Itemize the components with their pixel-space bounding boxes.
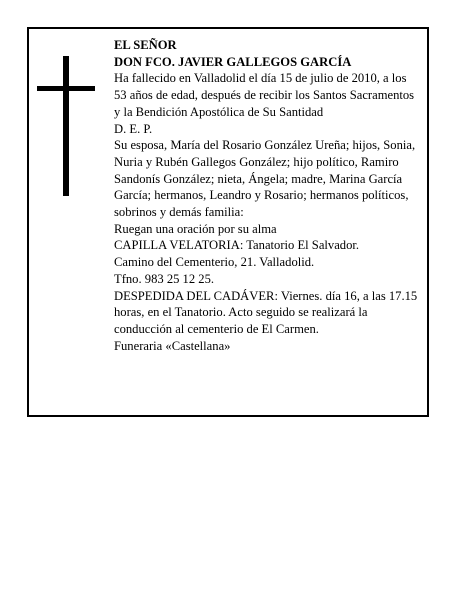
- cross-vertical-bar: [63, 56, 69, 196]
- obituary-text: [114, 37, 419, 354]
- address-line: Camino del Cementerio, 21. Valladolid.: [114, 255, 315, 270]
- death-statement: Ha fallecido en Valladolid el día 15 de julio de 2010, a los 53 años de edad, después de recibir los Santos Sacramentos y la Bendición Apostólica de Su Santidad: [114, 71, 415, 119]
- deceased-name: DON FCO. JAVIER GALLEGOS GARCÍA: [114, 54, 352, 69]
- funeral-home: Funeraria «Castellana»: [114, 338, 231, 353]
- rip-line: D. E. P.: [114, 121, 153, 136]
- farewell-line: DESPEDIDA DEL CADÁVER: Viernes. día 16, a las 17.15 horas, en el Tanatorio. Acto seguido se realizará la conducción al cementerio de El Carmen.: [114, 288, 418, 336]
- cross-horizontal-bar: [37, 86, 95, 91]
- family-list: Su esposa, María del Rosario González Ureña; hijos, Sonia, Nuria y Rubén Gallegos González; hijo político, Ramiro Sandonís González; nieta, Ángela; madre, Marina García García; hermanos, Leandro y Rosario; hermanos políticos, sobrinos y demás familia:: [114, 138, 416, 220]
- prayer-request: Ruegan una oración por su alma: [114, 221, 277, 236]
- chapel-line: CAPILLA VELATORIA: Tanatorio El Salvador.: [114, 238, 360, 253]
- notice-title: EL SEÑOR: [114, 38, 177, 52]
- phone-line: Tfno. 983 25 12 25.: [114, 271, 215, 286]
- latin-cross-icon: [37, 56, 99, 196]
